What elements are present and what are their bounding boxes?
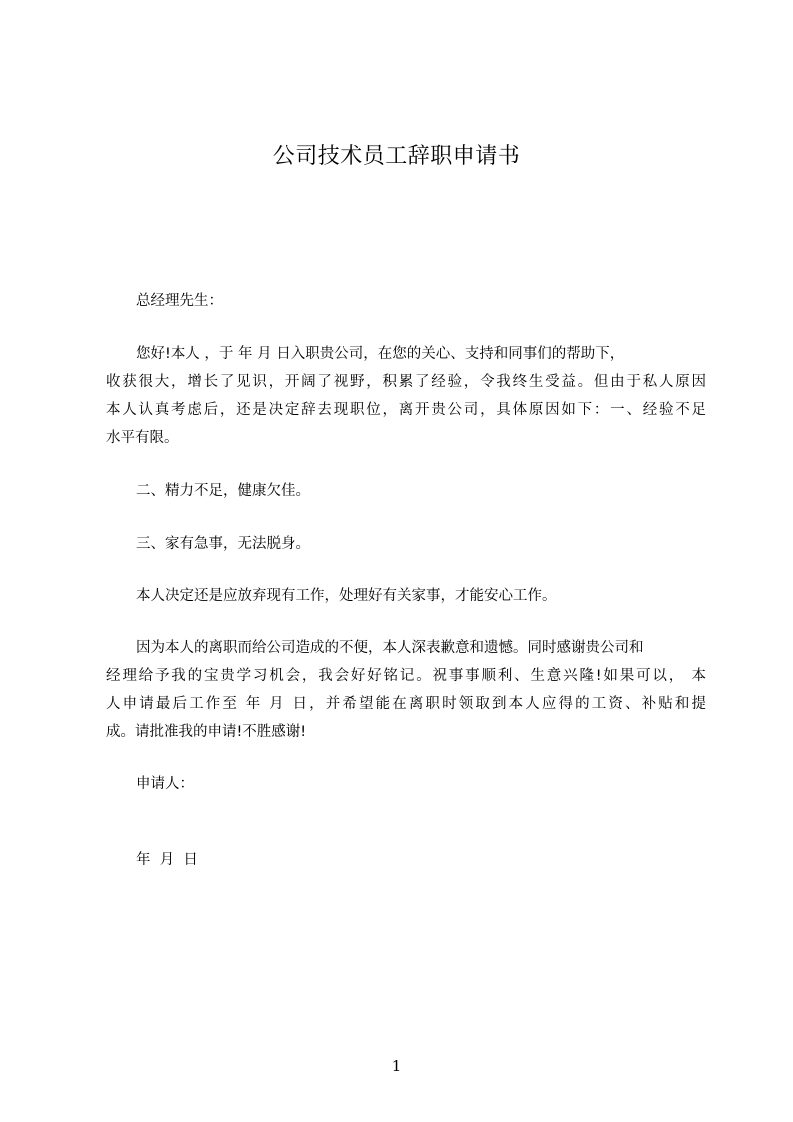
paragraph-line: 您好!本人 ，于 年 月 日入职贵公司，在您的关心、支持和同事们的帮助下， (136, 346, 625, 362)
paragraph-line: 人申请最后工作至 年 月 日，并希望能在离职时领取到本人应得的工资、补贴和提 (106, 696, 706, 712)
paragraph-line: 成。请批准我的申请!不胜感谢! (106, 724, 307, 740)
date-line: 年 月 日 (136, 852, 198, 868)
salutation: 总经理先生： (136, 293, 223, 309)
paragraph-line: 收获很大，增长了见识，开阔了视野，积累了经验，令我终生受益。但由于私人原因 (106, 374, 706, 390)
decision-statement: 本人决定还是应放弃现有工作，处理好有关家事，才能安心工作。 (136, 588, 557, 604)
document-title: 公司技术员工辞职申请书 (272, 144, 521, 169)
paragraph-line: 本人认真考虑后，还是决定辞去现职位，离开贵公司，具体原因如下：一、经验不足 (106, 402, 706, 418)
paragraph-line: 因为本人的离职而给公司造成的不便，本人深表歉意和遗憾。同时感谢贵公司和 (136, 640, 644, 656)
page-number: 1 (391, 1057, 402, 1075)
paragraph-line: 经理给予我的宝贵学习机会，我会好好铭记。祝事事顺利、生意兴隆!如果可以， 本 (106, 668, 706, 684)
reason-two: 二、精力不足，健康欠佳。 (136, 483, 310, 499)
applicant-label: 申请人： (136, 776, 194, 792)
reason-three: 三、家有急事，无法脱身。 (136, 536, 310, 552)
paragraph-line: 水平有限。 (106, 430, 179, 446)
